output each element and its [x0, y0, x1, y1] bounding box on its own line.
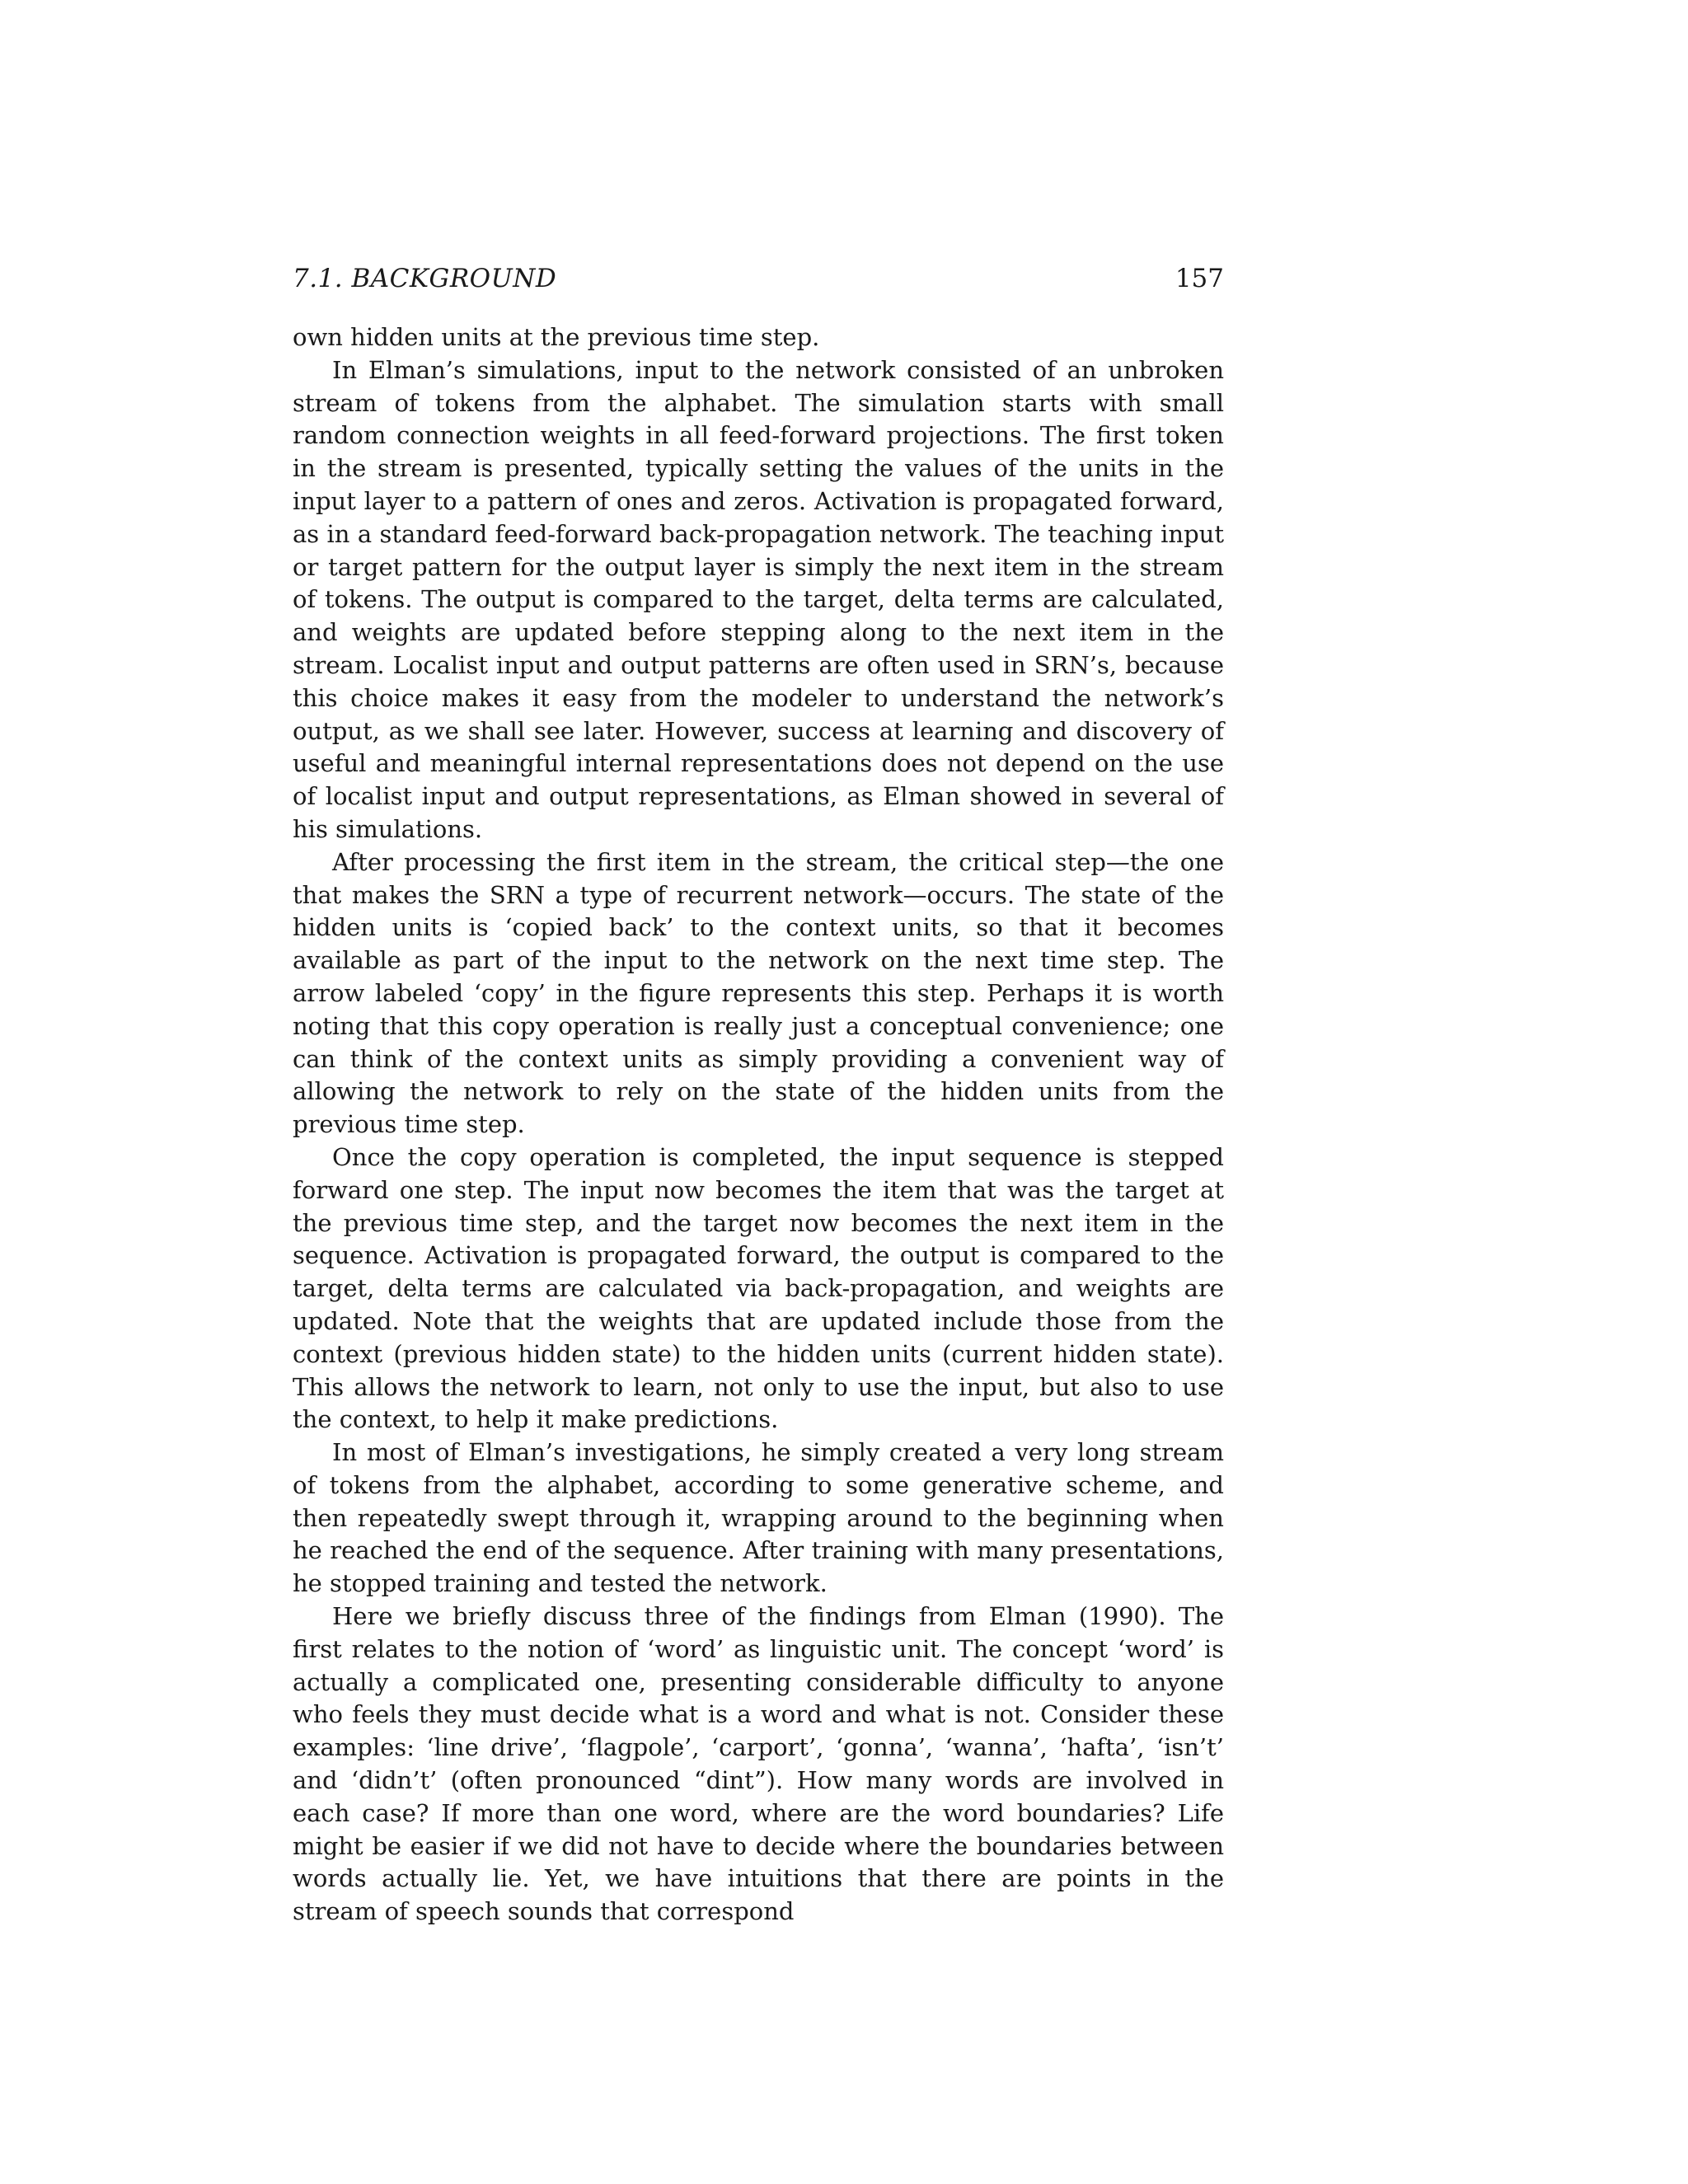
book-page — [293, 262, 1224, 1929]
page-number: 157 — [1175, 264, 1224, 293]
paragraph: Here we briefly discuss three of the findings from Elman (1990). The first relates to the notion of ‘word’ as linguistic unit. The concept ‘word’ is actually a complicated one, presenting considerable difficulty to anyone who feels they must decide what is a word and what is not. Consider these examples: ‘line drive’, ‘flagpole’, ‘carport’, ‘gonna’, ‘wanna’, ‘hafta’, ‘isn’t’ and ‘didn’t’ (often pronounced “dint”). How many words are involved in each case? If more than one word, where are the word boundaries? Life might be easier if we did not have to decide where the boundaries between words actually lie. Yet, we have intuitions that there are points in the stream of speech sounds that correspond — [293, 1602, 1224, 1926]
paragraph: own hidden units at the previous time step. — [293, 323, 820, 351]
paragraph: After processing the first item in the stream, the critical step—the one that makes the SRN a type of recurrent network—occurs. The state of the hidden units is ‘copied back’ to the context units, so that it becomes available as part of the input to the network on the next time step. The arrow labeled ‘copy’ in the figure represents this step. Perhaps it is worth noting that this copy operation is really just a conceptual convenience; one can think of the context units as simply providing a convenient way of allowing the network to rely on the state of the hidden units from the previous time step. — [293, 847, 1224, 1139]
paragraph: In most of Elman’s investigations, he simply created a very long stream of tokens from the alphabet, according to some generative scheme, and then repeatedly swept through it, wrapping around to the beginning when he reached the end of the sequence. After training with many presentations, he stopped training and tested the network. — [293, 1438, 1224, 1598]
body-text — [293, 321, 1224, 1929]
paragraph: Once the copy operation is completed, the input sequence is stepped forward one step. The input now becomes the item that was the target at the previous time step, and the target now becomes the next item in the sequence. Activation is propagated forward, the output is compared to the target, delta terms are calculated via back-propagation, and weights are updated. Note that the weights that are updated include those from the context (previous hidden state) to the hidden units (current hidden state). This allows the network to learn, not only to use the input, but also to use the context, to help it make predictions. — [293, 1142, 1224, 1434]
paragraph: In Elman’s simulations, input to the network consisted of an unbroken stream of tokens from the alphabet. The simulation starts with small random connection weights in all feed-forward projections. The first token in the stream is presented, typically setting the values of the units in the input layer to a pattern of ones and zeros. Activation is propagated forward, as in a standard feed-forward back-propagation network. The teaching input or target pattern for the output layer is simply the next item in the stream of tokens. The output is compared to the target, delta terms are calculated, and weights are updated before stepping along to the next item in the stream. Localist input and output patterns are often used in SRN’s, because this choice makes it easy from the modeler to understand the network’s output, as we shall see later. However, success at learning and discovery of useful and meaningful internal representations does not depend on the use of localist input and output representations, as Elman showed in several of his simulations. — [293, 355, 1224, 843]
section-title: 7.1. BACKGROUND — [293, 264, 557, 293]
running-head — [293, 262, 1224, 295]
